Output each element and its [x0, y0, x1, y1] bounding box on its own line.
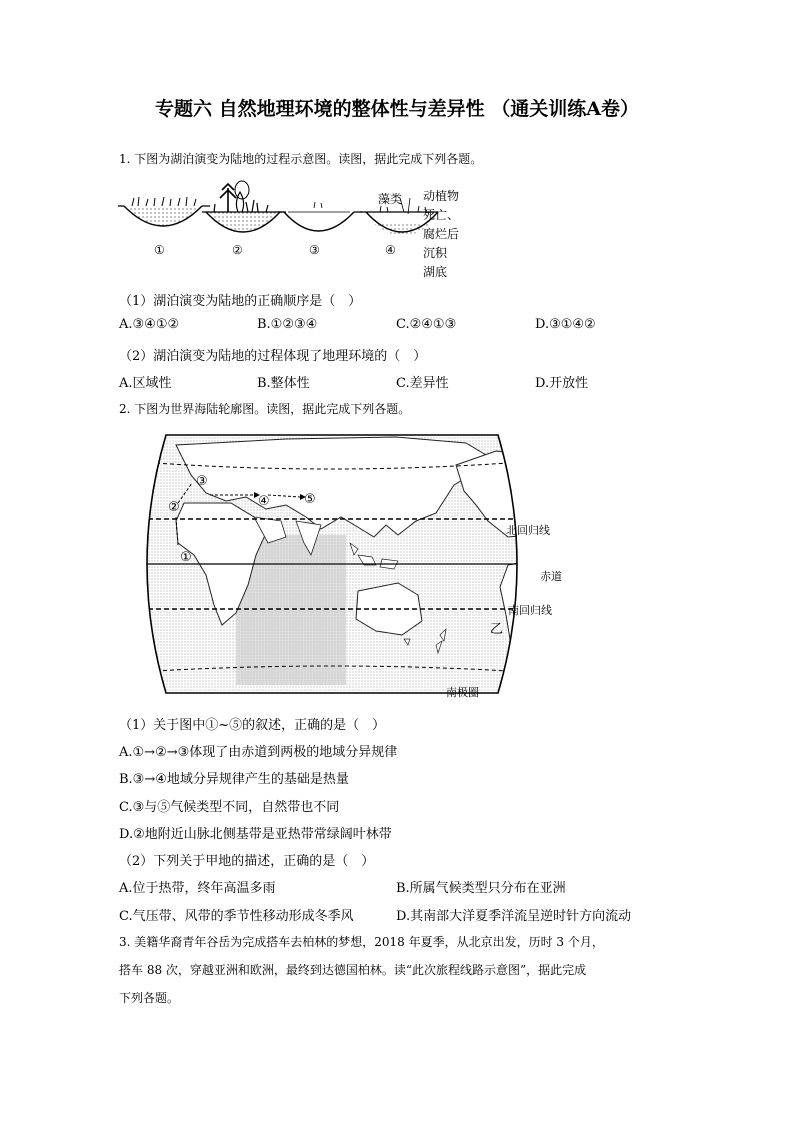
map-marker-5: ⑤ [304, 492, 316, 507]
algae-label: 藻类 [378, 192, 403, 206]
q3-line-3: 下列各题。 [119, 991, 180, 1005]
basin-label-4: ④ [385, 243, 396, 257]
q1-sub1-option-d[interactable]: D.③①④② [535, 317, 596, 332]
map-label-antarctic: 南极圈 [446, 686, 479, 699]
basin-label-2: ② [232, 243, 243, 257]
map-marker-2: ② [168, 500, 180, 515]
q1-sub2-option-a[interactable]: A.区域性 [119, 376, 172, 391]
q1-sub2-option-c[interactable]: C.差异性 [396, 376, 449, 391]
q2-sub2-option-c[interactable]: C.气压带、风带的季节性移动形成冬季风 [119, 909, 354, 924]
q1-sub2: （2）湖泊演变为陆地的过程体现了地理环境的（ ） [119, 349, 427, 364]
note-line-2: 死亡、 [423, 208, 460, 222]
map-label-tropic-south: 南回归线 [508, 604, 552, 617]
map-label-equator: 赤道 [540, 570, 562, 583]
q2-stem: 2. 下图为世界海陆轮廓图。读图，据此完成下列各题。 [119, 402, 411, 416]
map-label-tropic-north: 北回归线 [506, 524, 550, 537]
q2-sub2: （2）下列关于甲地的描述，正确的是（ ） [119, 854, 375, 869]
basin-3 [278, 202, 362, 231]
q1-stem: 1. 下图为湖泊演变为陆地的过程示意图。读图，据此完成下列各题。 [119, 152, 483, 166]
q3-line-2: 搭车 88 次，穿越亚洲和欧洲，最终到达德国柏林。读“此次旅程线路示意图”，据此完成 [119, 963, 587, 977]
q3-line-1: 3. 美籍华裔青年谷岳为完成搭车去柏林的梦想，2018 年夏季，从北京出发，历时 3 个月， [119, 935, 604, 949]
map-marker-1: ① [180, 550, 192, 565]
map-label-yi: 乙 [490, 622, 504, 637]
q2-sub1-option-a[interactable]: A.①→②→③体现了由赤道到两极的地域分异规律 [119, 745, 398, 760]
q1-sub1: （1）湖泊演变为陆地的正确顺序是（ ） [119, 294, 362, 309]
world-map [136, 425, 528, 703]
q1-sub2-option-d[interactable]: D.开放性 [535, 376, 589, 391]
q2-sub2-option-b[interactable]: B.所属气候类型只分布在亚洲 [396, 881, 566, 896]
q2-sub2-option-d[interactable]: D.其南部大洋夏季洋流呈逆时针方向流动 [396, 909, 632, 924]
q2-sub1-option-b[interactable]: B.③→④地域分异规律产生的基础是热量 [119, 772, 349, 787]
basin-2 [202, 181, 286, 232]
q2-sub1-option-d[interactable]: D.②地附近山脉北侧基带是亚热带常绿阔叶林带 [119, 827, 392, 842]
q1-sub2-option-b[interactable]: B.整体性 [257, 376, 310, 391]
q2-sub1-option-c[interactable]: C.③与⑤气候类型不同，自然带也不同 [119, 800, 340, 815]
map-marker-4: ④ [258, 494, 270, 509]
note-line-3: 腐烂后 [423, 227, 460, 241]
note-line-5: 湖底 [423, 265, 448, 279]
map-marker-3: ③ [196, 474, 208, 489]
q2-sub2-option-a[interactable]: A.位于热带，终年高温多雨 [119, 881, 276, 896]
q1-sub1-option-c[interactable]: C.②④①③ [396, 317, 457, 332]
basin-1 [118, 197, 210, 226]
basin-label-3: ③ [309, 243, 320, 257]
q2-sub1: （1）关于图中①~⑤的叙述，正确的是（ ） [119, 718, 386, 733]
q1-sub1-option-a[interactable]: A.③④①② [119, 317, 180, 332]
note-line-1: 动植物 [423, 189, 460, 203]
note-line-4: 沉积 [423, 246, 448, 260]
q1-sub1-option-b[interactable]: B.①②③④ [257, 317, 318, 332]
page-title: 专题六 自然地理环境的整体性与差异性 （通关训练A卷） [155, 98, 639, 120]
basin-label-1: ① [154, 243, 165, 257]
